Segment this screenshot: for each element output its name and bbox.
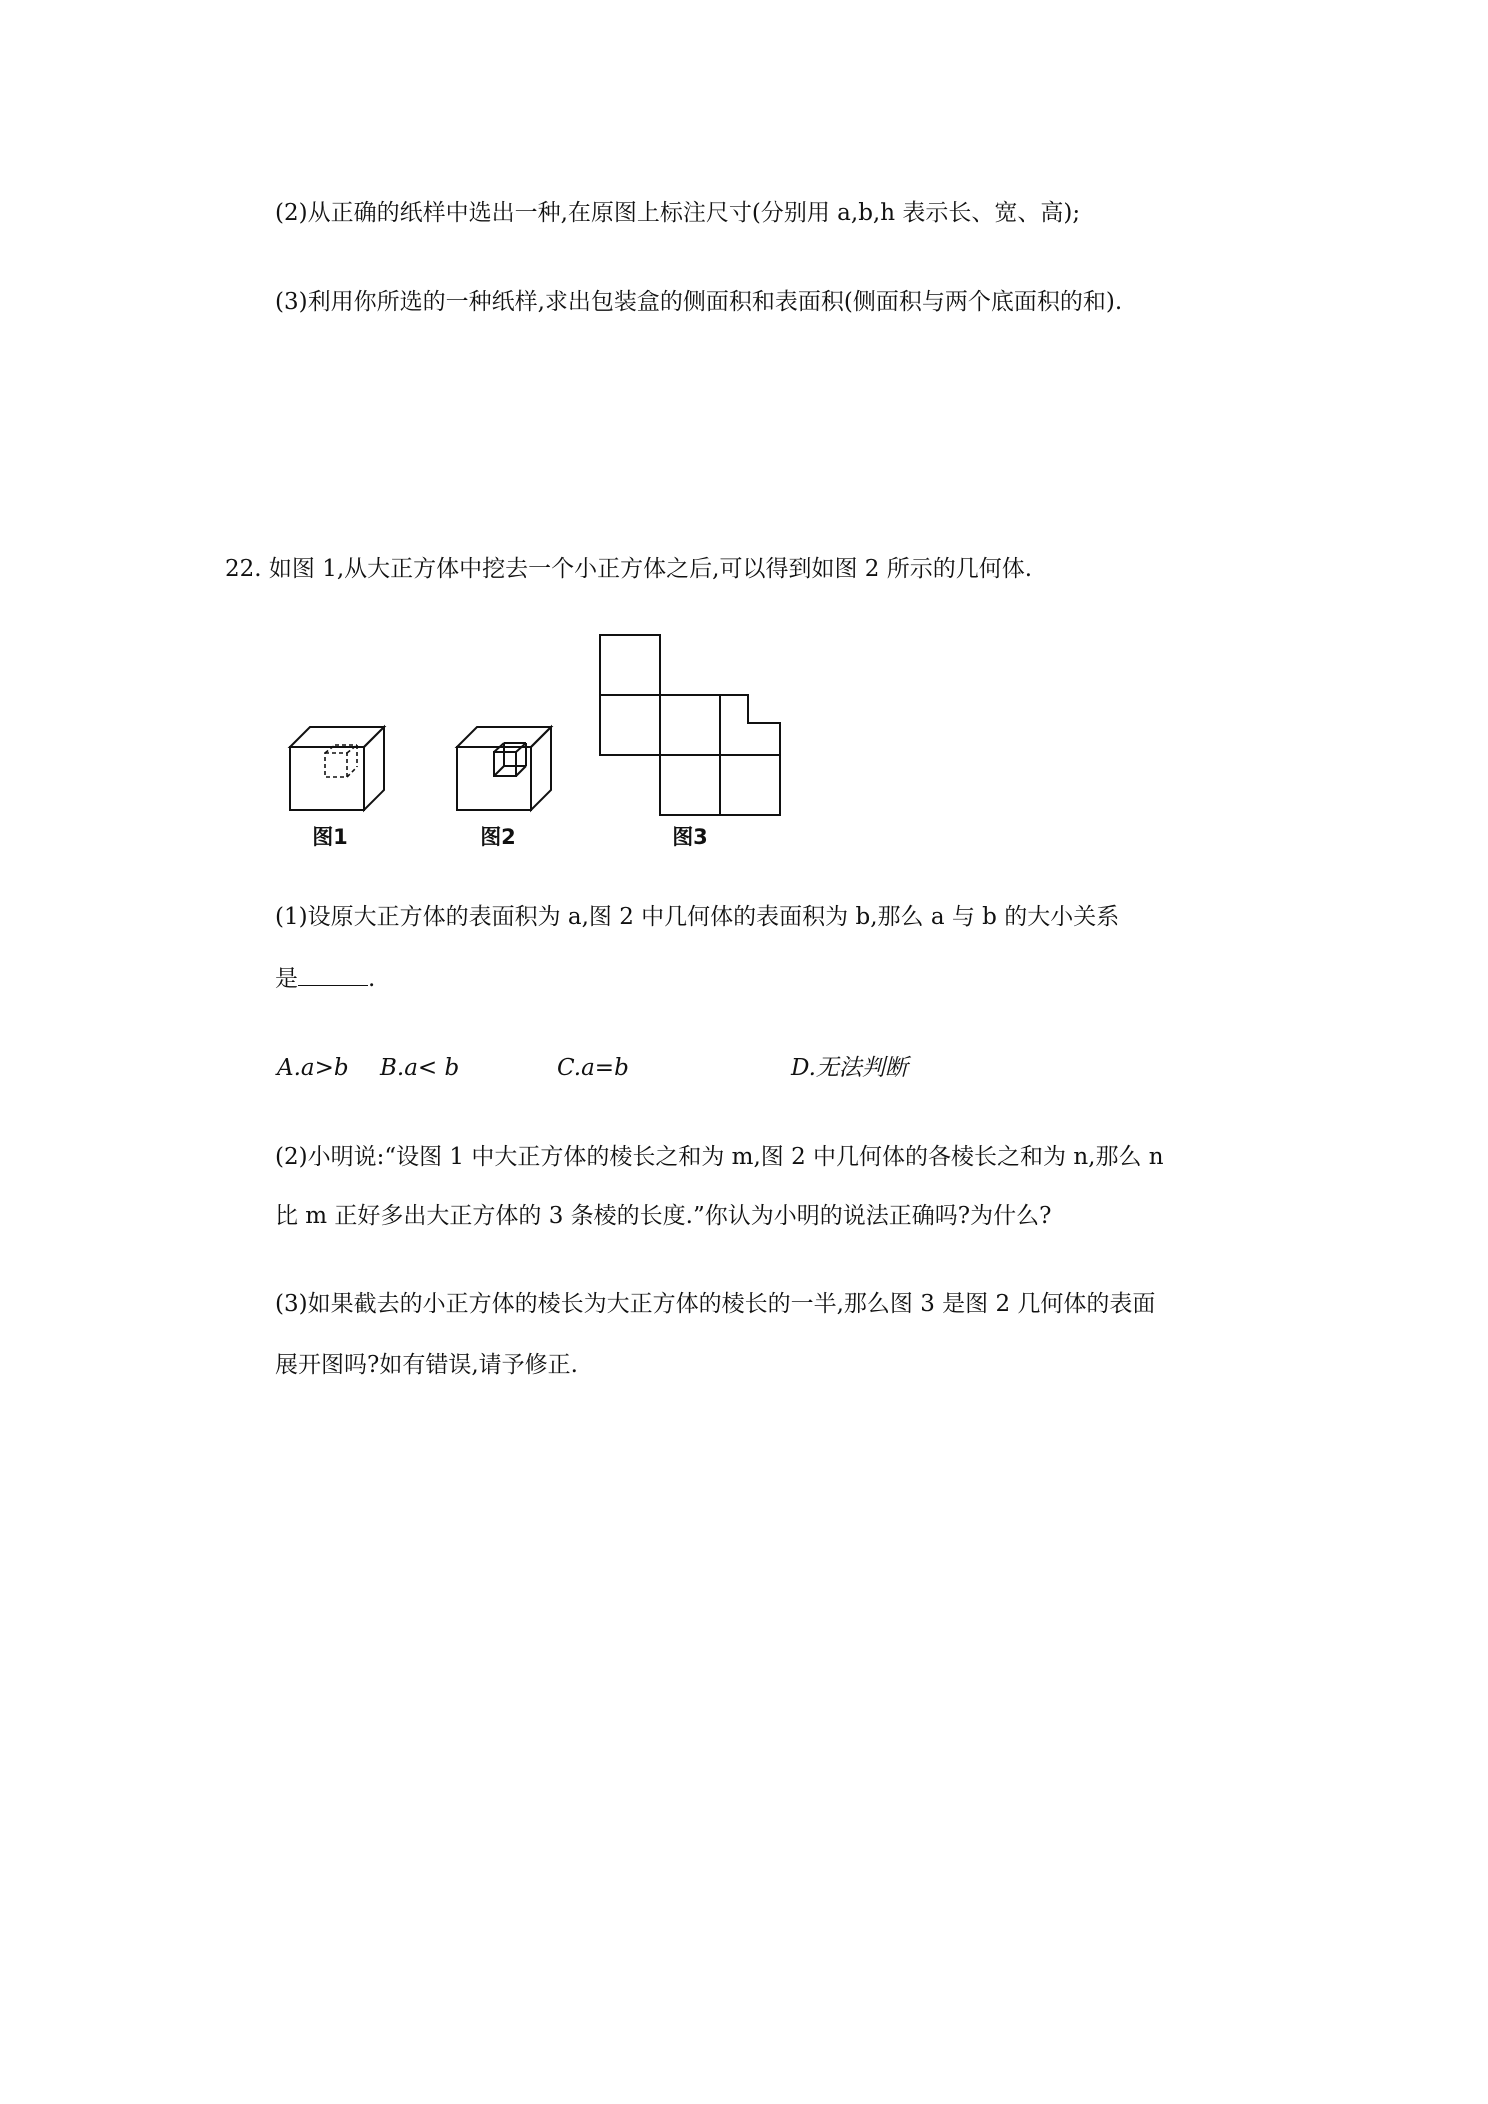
net-square-left [600,695,660,755]
fig1-front-face [290,747,364,810]
net-square-center [660,695,720,755]
q22-part1-line1: (1)设原大正方体的表面积为 a,图 2 中几何体的表面积为 b,那么 a 与 b 的大小关系 [275,904,1120,930]
choice-b[interactable]: B.a< b [380,1055,460,1081]
fig1-hidden-cube [325,745,357,777]
answer-blank[interactable] [298,963,368,986]
choice-d[interactable]: D.无法判断 [791,1055,908,1081]
q21-part3: (3)利用你所选的一种纸样,求出包装盒的侧面积和表面积(侧面积与两个底面积的和). [275,289,1123,315]
net-square-bottom-right [720,755,780,815]
net-square-bottom-left [660,755,720,815]
figure-2-cube [452,720,562,815]
figure-3-net [590,630,790,820]
q22-part1-prefix: 是 [275,966,298,992]
fig2-side-face [531,727,551,810]
q22-part2-line1: (2)小明说:“设图 1 中大正方体的棱长之和为 m,图 2 中几何体的各棱长之和为 n,那么 n [275,1144,1164,1170]
net-square-top [600,635,660,695]
fig1-side-face [364,727,384,810]
figure-1-cube [285,720,395,815]
q21-part2: (2)从正确的纸样中选出一种,在原图上标注尺寸(分别用 a,b,h 表示长、宽、高); [275,200,1081,226]
figure-1-caption: 图1 [312,825,348,849]
q22-part3-line1: (3)如果截去的小正方体的棱长为大正方体的棱长的一半,那么图 3 是图 2 几何体的表面 [275,1291,1156,1317]
q22-part1-suffix: . [368,966,376,992]
choice-a[interactable]: A.a>b [277,1055,349,1081]
figure-2-caption: 图2 [480,825,516,849]
choice-c[interactable]: C.a=b [557,1055,629,1081]
q22-part3-line2: 展开图吗?如有错误,请予修正. [275,1352,578,1378]
q22-part1-line2 [275,963,375,994]
figure-3-caption: 图3 [672,825,708,849]
q22-part2-line2: 比 m 正好多出大正方体的 3 条棱的长度.”你认为小明的说法正确吗?为什么? [275,1203,1052,1229]
fig1-top-face [290,727,384,747]
net-notched-square [720,695,780,755]
q22-stem: 22. 如图 1,从大正方体中挖去一个小正方体之后,可以得到如图 2 所示的几何体. [225,556,1033,582]
